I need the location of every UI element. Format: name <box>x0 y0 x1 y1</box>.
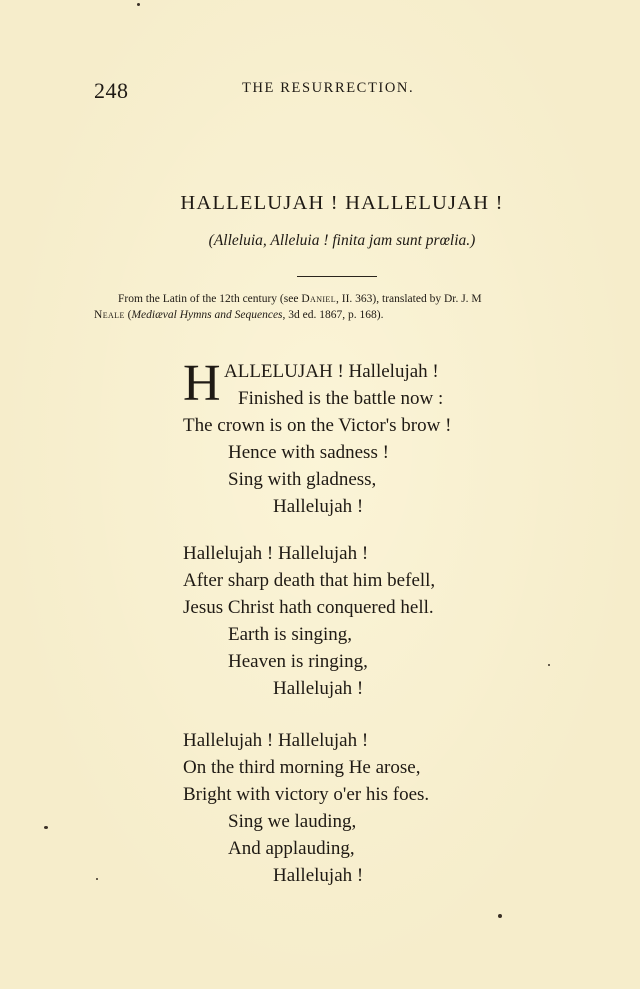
source-work: Mediæval Hymns and Sequences <box>131 309 283 321</box>
paper-speck <box>548 664 550 666</box>
paper-speck <box>137 3 140 6</box>
source-line-1 <box>94 291 614 307</box>
stanza-line: Hallelujah ! Hallelujah ! <box>183 730 369 751</box>
stanza-line: Heaven is ringing, <box>228 651 368 672</box>
drop-cap: H <box>183 355 221 412</box>
page-number: 248 <box>94 78 129 103</box>
source-note <box>94 291 614 323</box>
stanza-line: Hallelujah ! <box>273 865 364 886</box>
stanza-line: On the third morning He arose, <box>183 757 421 778</box>
source-text: ( <box>124 309 132 321</box>
stanza-line: Bright with victory o'er his foes. <box>183 784 430 805</box>
stanza-line: The crown is on the Victor's brow ! <box>183 415 452 436</box>
stanza-line: Finished is the battle now : <box>238 388 444 409</box>
latin-title: (Alleluia, Alleluia ! finita jam sunt prœlia.) <box>208 232 476 249</box>
source-text: From the Latin of the 12th century (see <box>118 293 302 305</box>
stanza-line: Hence with sadness ! <box>228 442 389 463</box>
stanza-line: Sing with gladness, <box>228 469 377 490</box>
paper-speck <box>44 826 48 829</box>
source-author: Daniel <box>301 293 337 305</box>
stanza-line: And applauding, <box>228 838 355 859</box>
translator-name: Neale <box>94 309 125 321</box>
stanza-line: Hallelujah ! <box>273 496 364 517</box>
stanza-line: Sing we lauding, <box>228 811 357 832</box>
source-text: , II. 363), translated by Dr. J. M <box>336 293 482 305</box>
paper-speck <box>96 878 98 880</box>
stanza-line: After sharp death that him befell, <box>183 570 436 591</box>
hymn-title: HALLELUJAH ! HALLELUJAH ! <box>180 192 504 214</box>
stanza-line: Jesus Christ hath conquered hell. <box>183 597 434 618</box>
paper-speck <box>498 914 502 918</box>
title-rule <box>297 276 377 277</box>
running-head: THE RESURRECTION. <box>242 80 415 96</box>
stanza-3 <box>183 727 583 889</box>
stanza-line: Hallelujah ! <box>273 678 364 699</box>
stanza-line: Earth is singing, <box>228 624 353 645</box>
source-text: , 3d ed. 1867, p. 168). <box>282 309 384 321</box>
stanza-2 <box>183 540 583 702</box>
stanza-line: Hallelujah ! Hallelujah ! <box>183 543 369 564</box>
stanza-1-first-line: ALLELUJAH ! Hallelujah ! <box>224 361 439 382</box>
stanza-1 <box>183 355 583 520</box>
source-line-2 <box>94 307 614 323</box>
